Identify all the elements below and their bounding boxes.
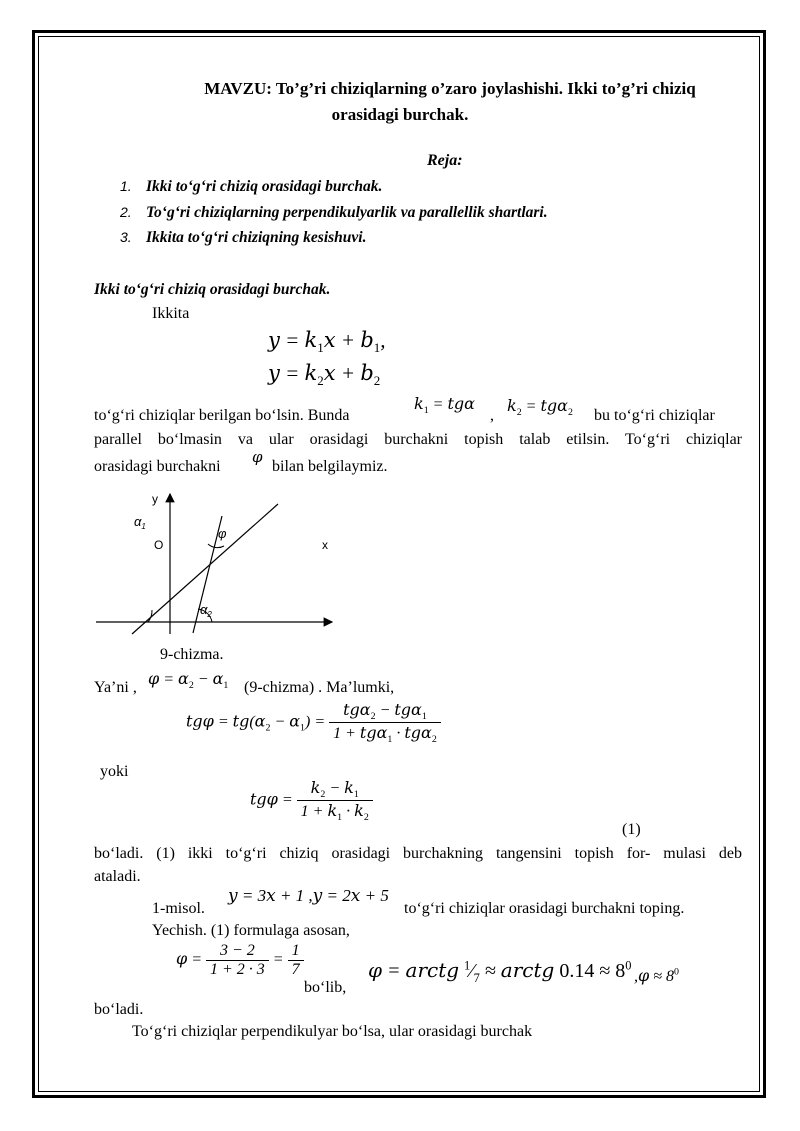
yani-text-a: Ya’ni , — [94, 679, 137, 696]
figure-9-diagram — [90, 488, 350, 648]
plan-item — [120, 178, 382, 196]
section-heading: Ikki to‘g‘ri chiziq orasidagi burchak. — [94, 281, 331, 298]
phi-arc — [208, 544, 224, 548]
paragraph-2-line-1: bo‘ladi. (1) ikki to‘g‘ri chiziq orasidagi burchakning tangensini topish for- mulasi deb — [94, 845, 742, 862]
plan-item — [120, 229, 366, 247]
comma: , — [490, 407, 494, 424]
x-axis-label: x — [322, 538, 328, 552]
yani-text-b: (9-chizma) . Ma’lumki, — [244, 679, 395, 696]
plan-heading: Reja: — [427, 152, 463, 169]
k1-definition: $k_1 = tg\alpha$ — [414, 394, 475, 417]
paragraph-1-line-3b: bilan belgilaymiz. — [272, 458, 388, 475]
page-title — [100, 76, 800, 128]
plan-item-text: Ikki to‘g‘ri chiziq orasidagi burchak. — [146, 178, 383, 195]
phi-symbol: φ — [252, 448, 263, 466]
phi-difference: $\varphi = \alpha_2 - \alpha_1$ — [148, 669, 229, 692]
solution-result: φ = arctg $^1⁄_7$ ≈ arctg $0.14 \approx 8^0$ — [368, 958, 632, 985]
phi-label: φ — [218, 526, 227, 541]
plan-item-text: To‘g‘ri chiziqlarning perpendikulyarlik va parallellik shartlari. — [146, 204, 548, 221]
example-task: to‘g‘ri chiziqlar orasidagi burchakni toping. — [404, 900, 685, 917]
paragraph-1-line-2: parallel bo‘lmasin va ular orasidagi burchakni topish talab etilsin. To‘g‘ri chiziqlar — [94, 431, 742, 448]
tangent-difference-formula: $tg\varphi = tg(\alpha_2 - \alpha_1)$ = $\frac{tg\alpha_2 - tg\alpha_1}{1 + tg\alpha_1 \cdot tg\alpha_2}$ — [186, 700, 441, 745]
yoki-text: yoki — [100, 763, 129, 780]
plan-item-number: 3. — [120, 229, 132, 245]
solution-text: Yechish. (1) formulaga asosan, — [152, 922, 350, 939]
plan-item-number: 2. — [120, 204, 132, 220]
figure-caption: 9-chizma. — [160, 646, 224, 663]
alpha1-arc — [148, 610, 152, 622]
bolib-text: bo‘lib, — [304, 979, 347, 996]
equation-line-2: $y = k_2x + b_2$ — [268, 361, 381, 389]
alpha2-label: $\alpha_2$ — [200, 602, 212, 619]
plan-item-text: Ikkita to‘g‘ri chiziqning kesishuvi. — [146, 229, 367, 246]
title-line-1: MAVZU: To’g’ri chiziqlarning o’zaro joylashishi. Ikki to’g’ri chiziq — [204, 79, 696, 98]
example-label: 1-misol. — [152, 900, 205, 917]
origin-label: O — [154, 538, 164, 552]
boladi-text: bo‘ladi. — [94, 1001, 144, 1018]
k2-definition: $k_2 = tg\alpha_2$ — [507, 396, 573, 419]
equation-line-1: $y = k_1x + b_1$, — [268, 328, 386, 356]
y-axis-label: y — [152, 492, 158, 506]
paragraph-1-line-1a: to‘g‘ri chiziqlar berilgan bo‘lsin. Bunda — [94, 407, 350, 424]
solution-fraction: φ = $\frac{3 - 2}{1 + 2 \cdot 3}$ = $\frac{1}{7}$ — [176, 942, 304, 979]
formula-number: (1) — [622, 821, 641, 838]
intro-text: Ikkita — [152, 305, 190, 322]
paragraph-1-line-3a: orasidagi burchakni — [94, 458, 221, 475]
plan-item — [120, 204, 548, 222]
title-line-2: orasidagi burchak. — [331, 105, 469, 124]
plan-item-number: 1. — [120, 178, 132, 194]
alpha1-label: $\alpha_1$ — [134, 514, 146, 531]
paragraph-1-line-1b: bu to‘g‘ri chiziqlar — [594, 407, 715, 424]
formula-1: tgφ = $\frac{k_2 - k_1}{1 + k_1 \cdot k_2}$ — [250, 778, 373, 823]
last-line: To‘g‘ri chiziqlar perpendikulyar bo‘lsa, ular orasidagi burchak — [132, 1023, 533, 1040]
example-equations: y = 3x + 1 ,y = 2x + 5 — [228, 886, 389, 906]
paragraph-2-line-2: ataladi. — [94, 868, 141, 885]
solution-approx: $,\varphi \approx 8^0$ — [634, 966, 679, 985]
